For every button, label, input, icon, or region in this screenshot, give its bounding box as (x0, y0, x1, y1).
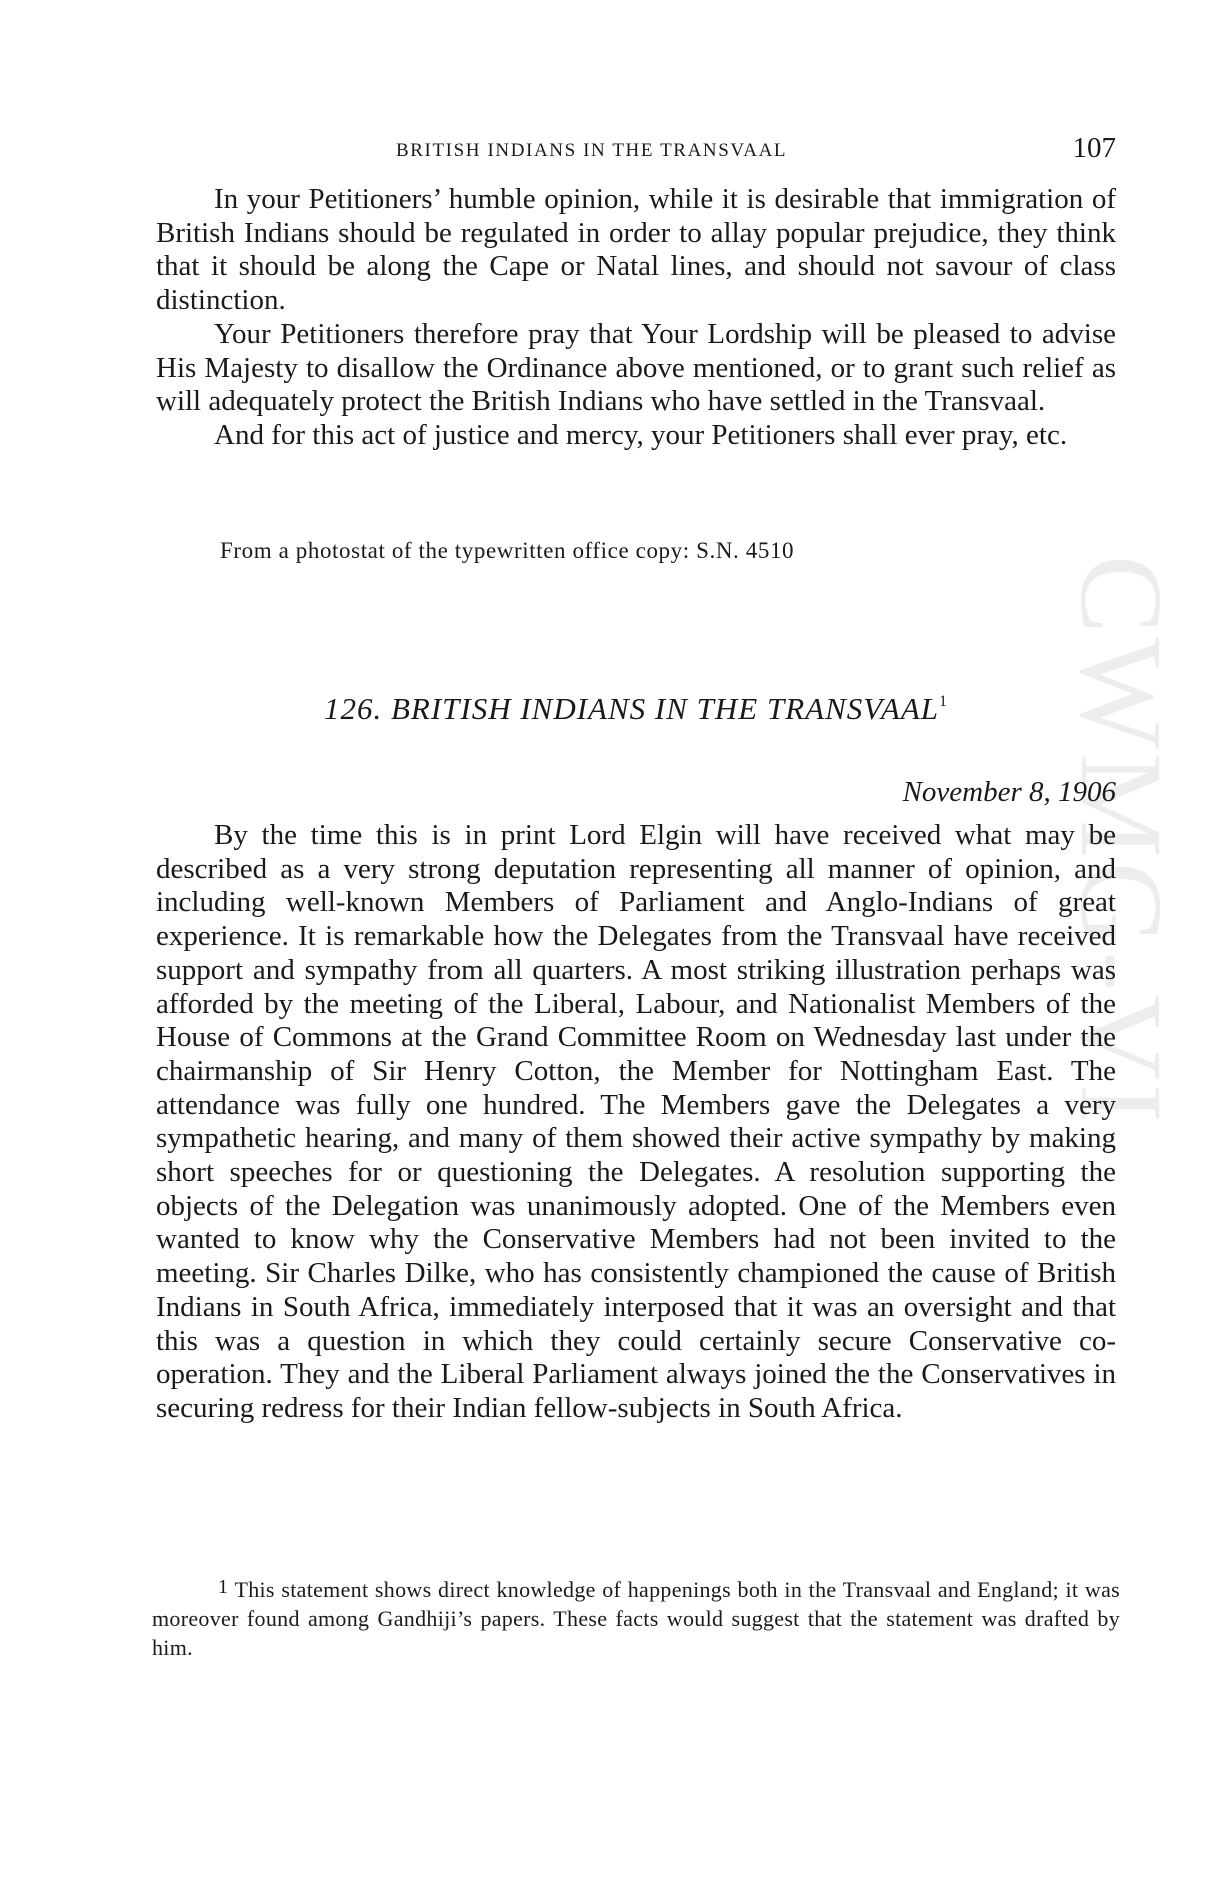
footnote (152, 1575, 1120, 1662)
running-head-title: BRITISH INDIANS IN THE TRANSVAAL (396, 140, 788, 161)
petition-paragraph: Your Petitioners therefore pray that Your Lordship will be pleased to advise His Majesty to disallow the Ordinance above mentioned, or to grant such relief as will adequately protect the British Indians who have settled in the Transvaal. (156, 317, 1116, 418)
petition-paragraph: In your Petitioners’ humble opinion, while it is desirable that immigration of British Indians should be regulated in order to allay popular prejudice, they think that it should be along the Cape or Natal lines, and should not savour of class distinction. (156, 183, 1116, 317)
petition-paragraph: And for this act of justice and mercy, your Petitioners shall ever pray, etc. (214, 418, 1068, 451)
article-date: November 8, 1906 (902, 776, 1116, 808)
running-head (156, 132, 1116, 166)
source-note: From a photostat of the typewritten office copy: S.N. 4510 (220, 538, 795, 563)
page-number: 107 (1072, 132, 1116, 164)
footnote-text: This statement shows direct knowledge of happenings both in the Transvaal and England; it was moreover found among Gandhiji’s papers. These facts would suggest that the statement was drafted by him. (152, 1577, 1120, 1660)
article-text (156, 819, 1116, 1426)
article-title: BRITISH INDIANS IN THE TRANSVAAL (390, 691, 940, 726)
watermark: CWMG-VI (1056, 555, 1187, 1128)
petition-text (156, 183, 1116, 453)
footnote-marker: 1 (218, 1576, 229, 1598)
article-paragraph: By the time this is in print Lord Elgin will have received what may be described as a very strong deputation representing all manner of opinion, and including well-known Members of Parliament and Anglo-Indians of great experience. It is remarkable how the Delegates from the Transvaal have received support and sympathy from all quarters. A most striking illustration perhaps was afforded by the meeting of the Liberal, Labour, and Nationalist Members of the House of Commons at the Grand Committee Room on Wednesday last under the chairmanship of Sir Henry Cotton, the Member for Nottingham East. The attendance was fully one hundred. The Members gave the Delegates a very sympathetic hearing, and many of them showed their active sympathy by making short speeches for or questioning the Delegates. A resolution supporting the objects of the Delegation was unanimously adopted. One of the Members even wanted to know why the Conservative Members had not been invited to the meeting. Sir Charles Dilke, who has consistently championed the cause of British Indians in South Africa, immediately interposed that it was an oversight and that this was a question in which they could certainly secure Conservative co-operation. They and the Liberal Parliament always joined the the Conservatives in securing redress for their Indian fellow-subjects in South Africa. (156, 819, 1116, 1424)
article-heading (156, 691, 1116, 727)
footnote-reference[interactable]: 1 (939, 693, 949, 710)
article-number: 126. (323, 691, 383, 726)
